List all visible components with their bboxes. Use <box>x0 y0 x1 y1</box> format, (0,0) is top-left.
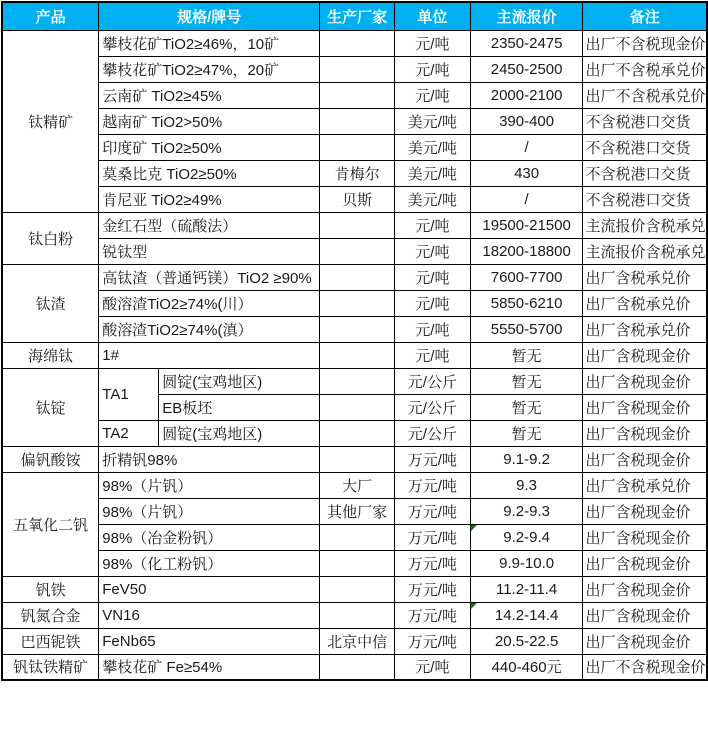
price-cell: 390-400 <box>470 108 583 134</box>
table-row <box>2 212 707 238</box>
unit-cell: 元/吨 <box>395 316 471 342</box>
price-cell: 19500-21500 <box>470 212 583 238</box>
spec-cell: 98%（片钒） <box>99 498 320 524</box>
unit-cell: 元/吨 <box>395 290 471 316</box>
spec-desc-cell: 圆锭(宝鸡地区) <box>159 368 320 394</box>
manufacturer-cell <box>320 30 395 56</box>
product-cell: 五氧化二钒 <box>2 472 99 576</box>
manufacturer-cell <box>320 56 395 82</box>
price-cell: 暂无 <box>470 394 583 420</box>
manufacturer-cell <box>320 368 395 394</box>
table-row <box>2 602 707 628</box>
price-cell: 18200-18800 <box>470 238 583 264</box>
unit-cell: 万元/吨 <box>395 576 471 602</box>
table-row <box>2 316 707 342</box>
table-row <box>2 134 707 160</box>
price-cell: 9.2-9.3 <box>470 498 583 524</box>
spec-cell: FeV50 <box>99 576 320 602</box>
table-row <box>2 472 707 498</box>
unit-cell: 万元/吨 <box>395 602 471 628</box>
table-header-row <box>2 2 707 30</box>
unit-cell: 元/公斤 <box>395 420 471 446</box>
table-row <box>2 290 707 316</box>
table-row <box>2 628 707 654</box>
unit-cell: 元/吨 <box>395 212 471 238</box>
spec-cell: FeNb65 <box>99 628 320 654</box>
price-cell: 7600-7700 <box>470 264 583 290</box>
manufacturer-cell: 北京中信 <box>320 628 395 654</box>
product-cell: 钒氮合金 <box>2 602 99 628</box>
spec-cell: 攀枝花矿TiO2≥47%，20矿 <box>99 56 320 82</box>
table-row <box>2 82 707 108</box>
manufacturer-cell <box>320 654 395 680</box>
price-cell: / <box>470 186 583 212</box>
spec-cell: 高钛渣（普通钙镁）TiO2 ≥90% <box>99 264 320 290</box>
manufacturer-cell <box>320 290 395 316</box>
manufacturer-cell <box>320 238 395 264</box>
unit-cell: 美元/吨 <box>395 160 471 186</box>
price-cell: 9.3 <box>470 472 583 498</box>
table-row <box>2 368 707 394</box>
unit-cell: 元/吨 <box>395 238 471 264</box>
product-cell: 海绵钛 <box>2 342 99 368</box>
spec-cell: 莫桑比克 TiO2≥50% <box>99 160 320 186</box>
price-cell: / <box>470 134 583 160</box>
table-row <box>2 56 707 82</box>
spec-grade-cell: TA2 <box>99 420 159 446</box>
table-row <box>2 186 707 212</box>
note-cell: 出厂不含税现金价 <box>583 654 707 680</box>
unit-cell: 美元/吨 <box>395 186 471 212</box>
spec-cell: VN16 <box>99 602 320 628</box>
unit-cell: 元/公斤 <box>395 394 471 420</box>
price-cell: 2350-2475 <box>470 30 583 56</box>
spec-cell: 98%（化工粉钒） <box>99 550 320 576</box>
note-cell: 出厂含税现金价 <box>583 498 707 524</box>
product-cell: 钛白粉 <box>2 212 99 264</box>
price-cell: 5550-5700 <box>470 316 583 342</box>
manufacturer-cell <box>320 602 395 628</box>
header-cell-manufacturer: 生产厂家 <box>320 2 395 30</box>
note-cell: 出厂含税现金价 <box>583 368 707 394</box>
spec-cell: 金红石型（硫酸法） <box>99 212 320 238</box>
spec-cell: 98%（冶金粉钒） <box>99 524 320 550</box>
table-row <box>2 160 707 186</box>
spec-cell: 越南矿 TiO2>50% <box>99 108 320 134</box>
manufacturer-cell <box>320 212 395 238</box>
unit-cell: 万元/吨 <box>395 550 471 576</box>
header-cell-product: 产品 <box>2 2 99 30</box>
table-row <box>2 238 707 264</box>
table-row <box>2 108 707 134</box>
manufacturer-cell <box>320 524 395 550</box>
note-cell: 出厂含税现金价 <box>583 550 707 576</box>
spec-cell: 印度矿 TiO2≥50% <box>99 134 320 160</box>
note-cell: 不含税港口交货 <box>583 186 707 212</box>
price-cell: 暂无 <box>470 368 583 394</box>
spec-grade-cell: TA1 <box>99 368 159 420</box>
product-cell: 钛渣 <box>2 264 99 342</box>
note-cell: 主流报价含税承兑 <box>583 212 707 238</box>
manufacturer-cell: 大厂 <box>320 472 395 498</box>
manufacturer-cell <box>320 446 395 472</box>
unit-cell: 万元/吨 <box>395 446 471 472</box>
manufacturer-cell <box>320 264 395 290</box>
note-cell: 出厂含税现金价 <box>583 576 707 602</box>
unit-cell: 万元/吨 <box>395 628 471 654</box>
price-cell: 5850-6210 <box>470 290 583 316</box>
note-cell: 出厂含税现金价 <box>583 446 707 472</box>
note-cell: 出厂含税承兑价 <box>583 290 707 316</box>
unit-cell: 美元/吨 <box>395 108 471 134</box>
spec-cell: 酸溶渣TiO2≥74%(川） <box>99 290 320 316</box>
unit-cell: 元/吨 <box>395 56 471 82</box>
spec-desc-cell: EB板坯 <box>159 394 320 420</box>
header-cell-unit: 单位 <box>395 2 471 30</box>
table-row <box>2 420 707 446</box>
product-cell: 偏钒酸铵 <box>2 446 99 472</box>
manufacturer-cell <box>320 550 395 576</box>
unit-cell: 元/吨 <box>395 654 471 680</box>
table-row <box>2 342 707 368</box>
note-cell: 不含税港口交货 <box>583 160 707 186</box>
spec-cell: 折精钒98% <box>99 446 320 472</box>
spec-cell: 云南矿 TiO2≥45% <box>99 82 320 108</box>
product-cell: 钒铁 <box>2 576 99 602</box>
unit-cell: 元/吨 <box>395 342 471 368</box>
manufacturer-cell <box>320 82 395 108</box>
table-row <box>2 654 707 680</box>
header-cell-price: 主流报价 <box>470 2 583 30</box>
header-cell-note: 备注 <box>583 2 707 30</box>
table-row <box>2 264 707 290</box>
product-cell: 巴西铌铁 <box>2 628 99 654</box>
note-cell: 出厂含税现金价 <box>583 602 707 628</box>
comment-flag-icon <box>471 603 477 609</box>
manufacturer-cell <box>320 108 395 134</box>
manufacturer-cell: 其他厂家 <box>320 498 395 524</box>
price-cell: 9.9-10.0 <box>470 550 583 576</box>
note-cell: 出厂含税现金价 <box>583 342 707 368</box>
spec-cell: 1# <box>99 342 320 368</box>
spec-cell: 攀枝花矿TiO2≥46%，10矿 <box>99 30 320 56</box>
price-cell: 暂无 <box>470 420 583 446</box>
product-cell: 钛精矿 <box>2 30 99 212</box>
spec-desc-cell: 圆锭(宝鸡地区) <box>159 420 320 446</box>
spec-cell: 酸溶渣TiO2≥74%(滇） <box>99 316 320 342</box>
table-row <box>2 576 707 602</box>
price-cell: 9.1-9.2 <box>470 446 583 472</box>
unit-cell: 万元/吨 <box>395 498 471 524</box>
price-cell: 2000-2100 <box>470 82 583 108</box>
price-cell: 20.5-22.5 <box>470 628 583 654</box>
comment-flag-icon <box>471 525 477 531</box>
price-cell: 暂无 <box>470 342 583 368</box>
price-table <box>1 1 708 681</box>
manufacturer-cell: 肯梅尔 <box>320 160 395 186</box>
note-cell: 出厂含税现金价 <box>583 524 707 550</box>
note-cell: 出厂含税承兑价 <box>583 472 707 498</box>
price-cell: 14.2-14.4 <box>470 602 583 628</box>
table-row <box>2 446 707 472</box>
spec-cell: 98%（片钒） <box>99 472 320 498</box>
manufacturer-cell: 贝斯 <box>320 186 395 212</box>
manufacturer-cell <box>320 316 395 342</box>
unit-cell: 元/吨 <box>395 264 471 290</box>
note-cell: 主流报价含税承兑 <box>583 238 707 264</box>
unit-cell: 元/吨 <box>395 82 471 108</box>
manufacturer-cell <box>320 420 395 446</box>
price-cell: 2450-2500 <box>470 56 583 82</box>
price-cell: 9.2-9.4 <box>470 524 583 550</box>
unit-cell: 元/吨 <box>395 30 471 56</box>
note-cell: 不含税港口交货 <box>583 108 707 134</box>
price-cell: 440-460元 <box>470 654 583 680</box>
table-row <box>2 550 707 576</box>
manufacturer-cell <box>320 342 395 368</box>
note-cell: 出厂含税承兑价 <box>583 316 707 342</box>
product-cell: 钒钛铁精矿 <box>2 654 99 680</box>
unit-cell: 万元/吨 <box>395 472 471 498</box>
note-cell: 出厂不含税承兑价 <box>583 56 707 82</box>
spec-cell: 锐钛型 <box>99 238 320 264</box>
unit-cell: 美元/吨 <box>395 134 471 160</box>
price-cell: 430 <box>470 160 583 186</box>
spec-cell: 攀枝花矿 Fe≥54% <box>99 654 320 680</box>
note-cell: 出厂含税现金价 <box>583 420 707 446</box>
note-cell: 不含税港口交货 <box>583 134 707 160</box>
note-cell: 出厂含税现金价 <box>583 394 707 420</box>
unit-cell: 元/公斤 <box>395 368 471 394</box>
product-cell: 钛锭 <box>2 368 99 446</box>
price-cell: 11.2-11.4 <box>470 576 583 602</box>
manufacturer-cell <box>320 576 395 602</box>
table-row <box>2 524 707 550</box>
note-cell: 出厂不含税承兑价 <box>583 82 707 108</box>
note-cell: 出厂含税现金价 <box>583 628 707 654</box>
table-row <box>2 30 707 56</box>
spec-cell: 肯尼亚 TiO2≥49% <box>99 186 320 212</box>
table-body <box>2 30 707 680</box>
note-cell: 出厂不含税现金价 <box>583 30 707 56</box>
unit-cell: 万元/吨 <box>395 524 471 550</box>
note-cell: 出厂含税承兑价 <box>583 264 707 290</box>
manufacturer-cell <box>320 134 395 160</box>
table-row <box>2 498 707 524</box>
header-cell-spec: 规格/牌号 <box>99 2 320 30</box>
manufacturer-cell <box>320 394 395 420</box>
